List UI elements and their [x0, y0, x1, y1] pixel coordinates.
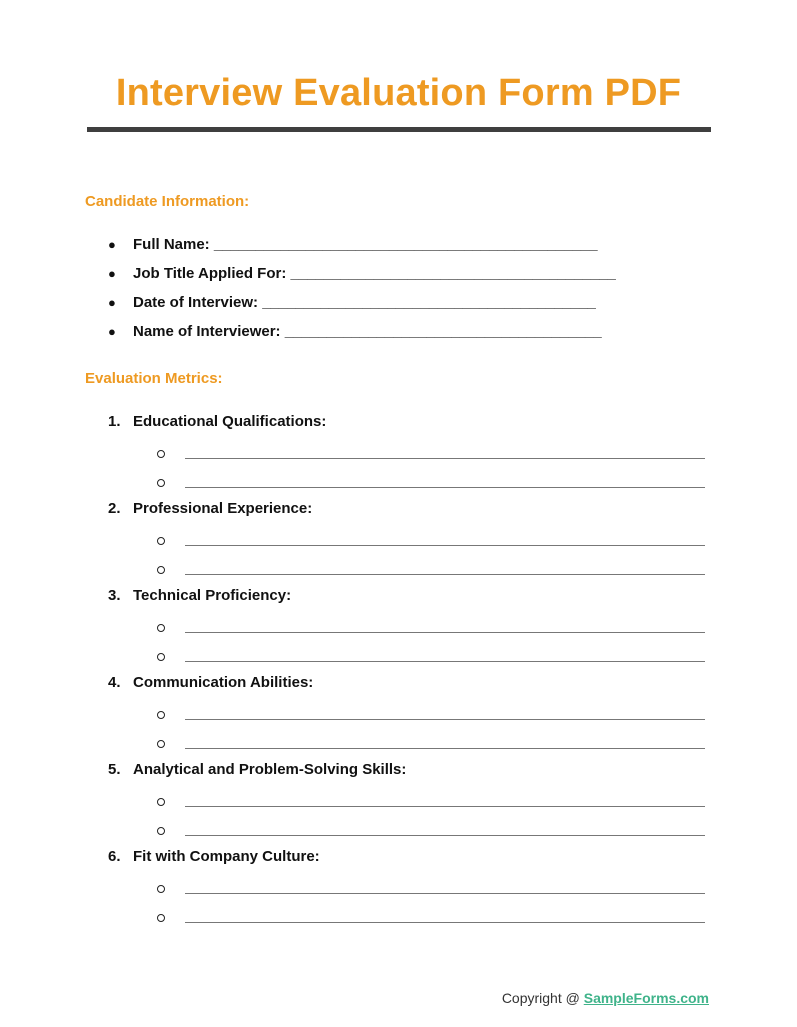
circle-bullet-icon — [157, 914, 165, 922]
circle-bullet-icon — [157, 885, 165, 893]
copyright-footer — [502, 990, 709, 1006]
metric-number: 5. — [108, 761, 121, 778]
evaluation-metrics-list — [108, 413, 406, 935]
circle-bullet-icon — [157, 653, 165, 661]
title-divider — [87, 127, 711, 132]
circle-bullet-icon — [157, 537, 165, 545]
metric-number: 2. — [108, 500, 121, 517]
metric-item — [108, 848, 406, 935]
metric-number: 6. — [108, 848, 121, 865]
answer-line[interactable] — [157, 647, 705, 667]
page-title: Interview Evaluation Form PDF — [115, 72, 682, 114]
candidate-field-full-name — [108, 236, 616, 265]
metric-label: Technical Proficiency: — [133, 587, 292, 604]
bullet-icon: ● — [108, 324, 116, 339]
metric-item — [108, 761, 406, 848]
candidate-field-interviewer — [108, 323, 616, 352]
metric-number: 3. — [108, 587, 121, 604]
answer-line[interactable] — [157, 618, 705, 638]
answer-line[interactable] — [157, 531, 705, 551]
circle-bullet-icon — [157, 566, 165, 574]
copyright-text: Copyright @ — [501, 990, 584, 1006]
bullet-icon: ● — [108, 295, 116, 310]
bullet-icon: ● — [108, 237, 116, 252]
answer-line[interactable] — [157, 792, 705, 812]
circle-bullet-icon — [157, 450, 165, 458]
circle-bullet-icon — [157, 798, 165, 806]
circle-bullet-icon — [157, 479, 165, 487]
circle-bullet-icon — [157, 827, 165, 835]
metric-item — [108, 413, 406, 500]
field-label[interactable]: Name of Interviewer: ______________________________________ — [133, 323, 602, 340]
answer-line[interactable] — [157, 705, 705, 725]
metric-label: Educational Qualifications: — [133, 413, 327, 430]
metric-number: 1. — [108, 413, 121, 430]
answer-line[interactable] — [157, 879, 705, 899]
metric-label: Fit with Company Culture: — [133, 848, 320, 865]
metric-label: Professional Experience: — [133, 500, 313, 517]
metric-item — [108, 587, 406, 674]
field-label[interactable]: Date of Interview: ________________________________________ — [133, 294, 596, 311]
field-label[interactable]: Job Title Applied For: _______________________________________ — [133, 265, 616, 282]
metric-item — [108, 674, 406, 761]
answer-line[interactable] — [157, 908, 705, 928]
candidate-info-heading: Candidate Information: — [85, 193, 250, 210]
answer-line[interactable] — [157, 734, 705, 754]
metric-label: Analytical and Problem-Solving Skills: — [133, 761, 407, 778]
circle-bullet-icon — [157, 740, 165, 748]
evaluation-metrics-heading: Evaluation Metrics: — [85, 370, 223, 387]
metric-label: Communication Abilities: — [133, 674, 314, 691]
candidate-field-interview-date — [108, 294, 616, 323]
brand-link[interactable]: SampleForms.com — [583, 990, 709, 1006]
bullet-icon: ● — [108, 266, 116, 281]
metric-item — [108, 500, 406, 587]
circle-bullet-icon — [157, 624, 165, 632]
metric-number: 4. — [108, 674, 121, 691]
answer-line[interactable] — [157, 444, 705, 464]
answer-line[interactable] — [157, 473, 705, 493]
field-label[interactable]: Full Name: ______________________________________________ — [133, 236, 598, 253]
answer-line[interactable] — [157, 821, 705, 841]
circle-bullet-icon — [157, 711, 165, 719]
candidate-info-list — [108, 236, 616, 352]
candidate-field-job-title — [108, 265, 616, 294]
answer-line[interactable] — [157, 560, 705, 580]
